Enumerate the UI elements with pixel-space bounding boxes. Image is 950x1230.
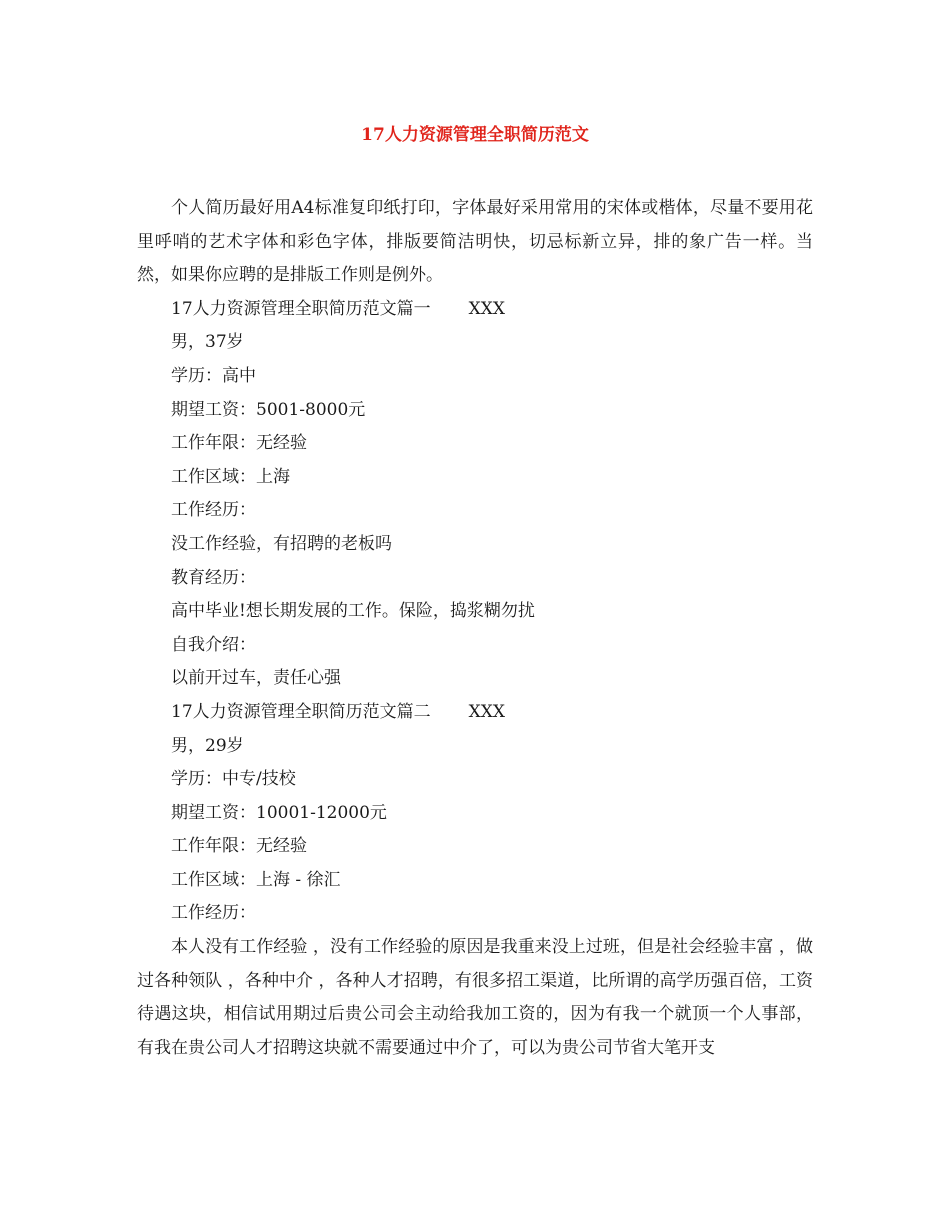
section1-line-years: 工作年限：无经验 — [171, 433, 307, 454]
section2-line-education: 学历：中专/技校 — [171, 769, 296, 790]
section1-name: XXX — [468, 298, 505, 319]
section2-line-region: 工作区域：上海 - 徐汇 — [171, 869, 341, 890]
section1-line-edu-label: 教育经历： — [171, 567, 256, 588]
section1-line-intro-label: 自我介绍： — [171, 634, 256, 655]
section2-work-paragraph: 本人没有工作经验 ，没有工作经验的原因是我重来没上过班，但是社会经验丰富 ，做过各种领队 ，各种中介 ，各种人才招聘，有很多招工渠道，比所谓的高学历强百倍，工资待遇这块，相信试用期过后贵公司会主动给我加工资的，因为有我一个就顶一个人事部，有我在贵公司人才招聘这块就不需要通过中介了，可以为贵公司节省大笔开支 — [137, 937, 813, 1058]
section1-line-education: 学历：高中 — [171, 365, 256, 386]
section1-line-salary: 期望工资：5001-8000元 — [171, 399, 366, 420]
section2-name: XXX — [468, 701, 505, 722]
section1-line-region: 工作区域：上海 — [171, 466, 290, 487]
section2-heading-line — [137, 696, 813, 730]
section1-line-edu: 高中毕业!想长期发展的工作。保险，捣浆糊勿扰 — [171, 601, 535, 622]
document-title: 17人力资源管理全职简历范文 — [361, 125, 589, 145]
document-page — [137, 120, 813, 1065]
section2-line-gender-age: 男，29岁 — [171, 735, 244, 756]
intro-paragraph: 个人简历最好用A4标准复印纸打印，字体最好采用常用的宋体或楷体，尽量不要用花里呼哨的艺术字体和彩色字体，排版要简洁明快，切忌标新立异，排的象广告一样。当然，如果你应聘的是排版工作则是例外。 — [137, 198, 813, 286]
section1-line-gender-age: 男，37岁 — [171, 332, 244, 353]
section2-heading: 17人力资源管理全职简历范文篇二 — [171, 701, 431, 722]
section1-heading-line — [137, 293, 813, 327]
section2-line-salary: 期望工资：10001-12000元 — [171, 802, 387, 823]
section1-line-intro: 以前开过车，责任心强 — [171, 668, 341, 689]
section1-heading: 17人力资源管理全职简历范文篇一 — [171, 298, 431, 319]
section1-line-work-label: 工作经历： — [171, 500, 256, 521]
section2-line-work-label: 工作经历： — [171, 903, 256, 924]
section2-line-years: 工作年限：无经验 — [171, 836, 307, 857]
section1-line-work: 没工作经验，有招聘的老板吗 — [171, 533, 392, 554]
